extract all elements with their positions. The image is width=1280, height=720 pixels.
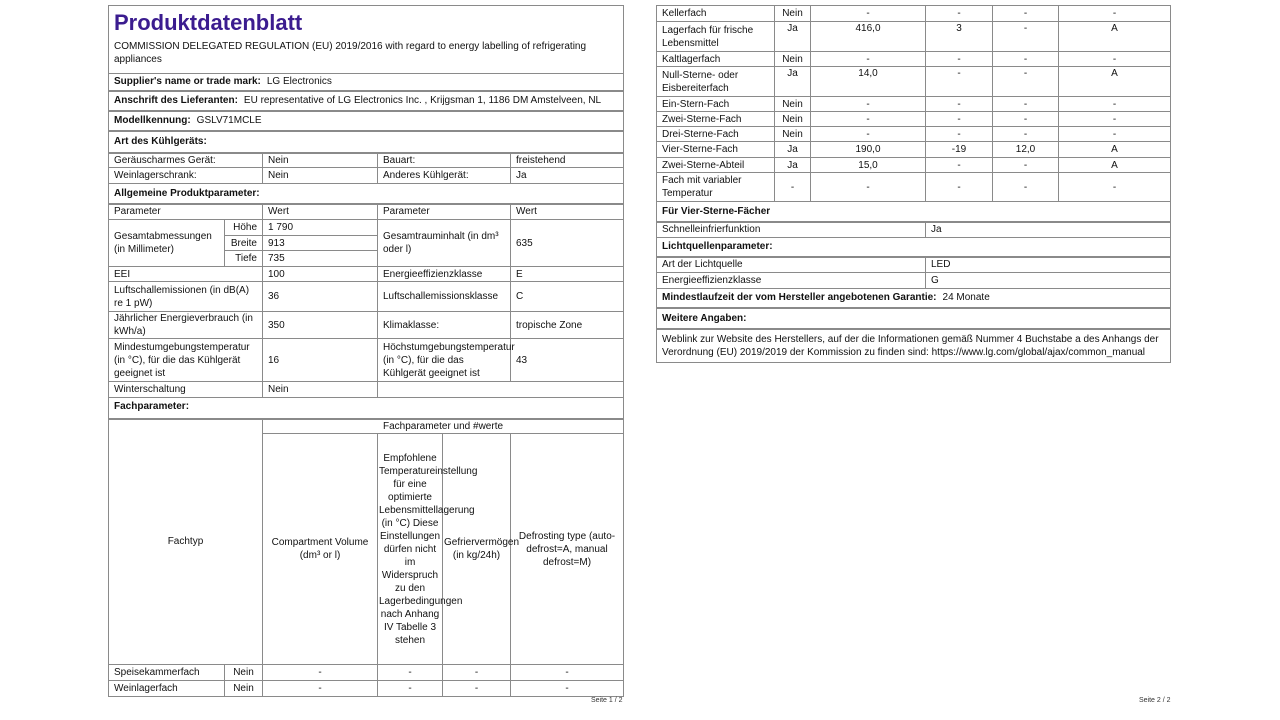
product-data-sheet-page-1 — [108, 5, 624, 697]
cell: - — [511, 681, 624, 697]
table-row — [109, 665, 624, 681]
compartment-name: Lagerfach für frische Lebensmittel — [657, 22, 775, 52]
volume-label: Gesamtrauminhalt (in dm³ oder l) — [378, 220, 511, 267]
compartment-name: Vier-Sterne-Fach — [657, 142, 775, 158]
param-label: Geräuscharmes Gerät: — [109, 153, 263, 168]
compartment-name: Kaltlagerfach — [657, 52, 775, 67]
table-row — [657, 158, 1171, 173]
cell: 190,0 — [811, 142, 926, 158]
compartment-present: Nein — [775, 52, 811, 67]
compartment-name: Null-Sterne- oder Eisbereiterfach — [657, 67, 775, 97]
height-label: Höhe — [225, 220, 263, 236]
param-label: Luftschallemissionen (in dB(A) re 1 pW) — [109, 282, 263, 312]
cell: 12,0 — [993, 142, 1059, 158]
width-value: 913 — [263, 236, 378, 251]
warranty-value: 24 Monate — [942, 292, 990, 304]
supplier-label: Supplier's name or trade mark: — [114, 76, 261, 88]
table-row — [109, 153, 624, 168]
cell: - — [1059, 112, 1171, 127]
cell: - — [811, 173, 926, 202]
table-row — [657, 67, 1171, 97]
compartment-present: Ja — [775, 67, 811, 97]
model-value: GSLV71MCLE — [196, 115, 262, 126]
model-label: Modellkennung: — [114, 115, 191, 126]
table-row — [109, 339, 624, 382]
cell: - — [926, 173, 993, 202]
cell: - — [1059, 127, 1171, 142]
table-row — [657, 97, 1171, 112]
param-value: C — [511, 282, 624, 312]
cell: 15,0 — [811, 158, 926, 173]
cell: - — [378, 665, 443, 681]
cell: - — [811, 127, 926, 142]
cell: -19 — [926, 142, 993, 158]
address-label: Anschrift des Lieferanten: — [114, 95, 238, 106]
four-star-heading: Für Vier-Sterne-Fächer — [657, 202, 1171, 222]
cell: - — [993, 158, 1059, 173]
table-row — [657, 22, 1171, 52]
general-params-heading: Allgemeine Produktparameter: — [109, 184, 624, 204]
compartment-name: Zwei-Sterne-Abteil — [657, 158, 775, 173]
param-label: Jährlicher Energieverbrauch (in kWh/a) — [109, 312, 263, 339]
cell: - — [926, 67, 993, 97]
compartment-type-header: Fachtyp — [109, 419, 263, 665]
column-header: Gefriervermögen (in kg/24h) — [443, 434, 511, 665]
cell: - — [811, 52, 926, 67]
cell: - — [811, 112, 926, 127]
cell: 416,0 — [811, 22, 926, 52]
param-value: freistehend — [511, 153, 624, 168]
cell: - — [443, 681, 511, 697]
compartment-present: Nein — [225, 665, 263, 681]
compartment-present: Nein — [775, 112, 811, 127]
column-header: Empfohlene Temperatureinstellung für eine optimierte Lebensmittellagerung (in °C) Diese Einstellungen dürfen nicht im Widerspruch zu den Lagerbedingungen nach Anhang IV Tabelle 3 stehen — [378, 434, 443, 665]
cell: - — [993, 6, 1059, 22]
table-row — [109, 168, 624, 184]
quick-freeze-label: Schnelleinfrierfunktion — [657, 222, 926, 238]
param-value: 100 — [263, 267, 378, 282]
compartment-present: - — [775, 173, 811, 202]
cell: - — [993, 112, 1059, 127]
cell: - — [263, 681, 378, 697]
winter-value: Nein — [263, 382, 378, 398]
table-row — [109, 681, 624, 697]
param-value: Ja — [511, 168, 624, 184]
cell: - — [1059, 97, 1171, 112]
param-label: Höchstumgebungstemperatur (in °C), für die das Kühlgerät geeignet ist — [378, 339, 511, 382]
cell: A — [1059, 142, 1171, 158]
cell: - — [811, 97, 926, 112]
param-label: Bauart: — [378, 153, 511, 168]
cell: 14,0 — [811, 67, 926, 97]
supplier-row — [109, 74, 624, 91]
param-label: Mindestumgebungstemperatur (in °C), für die das Kühlgerät geeignet ist — [109, 339, 263, 382]
appliance-type-heading: Art des Kühlgeräts: — [109, 131, 624, 153]
param-value: 16 — [263, 339, 378, 382]
values-heading: Fachparameter und #werte — [263, 419, 624, 434]
winter-label: Winterschaltung — [109, 382, 263, 398]
param-label: Anderes Kühlgerät: — [378, 168, 511, 184]
quick-freeze-value: Ja — [926, 222, 1171, 238]
width-label: Breite — [225, 236, 263, 251]
light-type-value: LED — [926, 257, 1171, 273]
warranty-label: Mindestlaufzeit der vom Hersteller angebotenen Garantie: — [662, 292, 937, 304]
table-row — [109, 312, 624, 339]
depth-label: Tiefe — [225, 251, 263, 267]
param-label: Klimaklasse: — [378, 312, 511, 339]
compartment-present: Nein — [775, 6, 811, 22]
compartment-name: Ein-Stern-Fach — [657, 97, 775, 112]
param-value: 350 — [263, 312, 378, 339]
cell: 3 — [926, 22, 993, 52]
cell: - — [1059, 173, 1171, 202]
cell: A — [1059, 67, 1171, 97]
page-number: Seite 1 / 2 — [591, 697, 623, 704]
table-row — [109, 267, 624, 282]
cell: - — [1059, 6, 1171, 22]
cell: - — [993, 67, 1059, 97]
param-header-row — [109, 204, 624, 220]
cell: - — [443, 665, 511, 681]
cell: A — [1059, 158, 1171, 173]
table-row — [109, 282, 624, 312]
compartment-present: Nein — [775, 97, 811, 112]
param-value: tropische Zone — [511, 312, 624, 339]
product-data-sheet-page-2 — [656, 5, 1171, 363]
column-header: Parameter — [109, 204, 263, 220]
cell: - — [926, 97, 993, 112]
table-row — [657, 127, 1171, 142]
dimensions-label: Gesamtabmessungen (in Millimeter) — [109, 220, 225, 267]
compartment-present: Nein — [225, 681, 263, 697]
param-label: Weinlagerschrank: — [109, 168, 263, 184]
compartment-name: Weinlagerfach — [109, 681, 225, 697]
cell: - — [926, 158, 993, 173]
compartment-name: Fach mit variabler Temperatur — [657, 173, 775, 202]
address-row — [109, 91, 624, 111]
light-heading: Lichtquellenparameter: — [657, 238, 1171, 257]
cell: - — [926, 52, 993, 67]
depth-value: 735 — [263, 251, 378, 267]
param-label: Luftschallemissionsklasse — [378, 282, 511, 312]
cell: - — [993, 22, 1059, 52]
compartment-present: Ja — [775, 142, 811, 158]
compartment-name: Zwei-Sterne-Fach — [657, 112, 775, 127]
cell: - — [511, 665, 624, 681]
table-row — [657, 173, 1171, 202]
model-row — [109, 111, 624, 131]
supplier-value: LG Electronics — [266, 76, 332, 88]
column-header: Wert — [511, 204, 624, 220]
param-label: EEI — [109, 267, 263, 282]
param-value: Nein — [263, 153, 378, 168]
light-type-label: Art der Lichtquelle — [657, 257, 926, 273]
cell: - — [993, 127, 1059, 142]
light-class-label: Energieeffizienzklasse — [657, 273, 926, 289]
column-header: Compartment Volume (dm³ or l) — [263, 434, 378, 665]
compartment-name: Drei-Sterne-Fach — [657, 127, 775, 142]
light-class-value: G — [926, 273, 1171, 289]
cell: - — [263, 665, 378, 681]
compartment-present: Ja — [775, 22, 811, 52]
regulation-text: COMMISSION DELEGATED REGULATION (EU) 2019/2016 with regard to energy labelling of refrigerating appliances — [109, 38, 624, 74]
column-header: Parameter — [378, 204, 511, 220]
warranty-row — [657, 289, 1171, 308]
column-header: Defrosting type (auto-defrost=A, manual defrost=M) — [511, 434, 624, 665]
more-info-heading: Weitere Angaben: — [657, 308, 1171, 329]
cell: - — [926, 127, 993, 142]
cell: - — [378, 681, 443, 697]
cell: - — [993, 97, 1059, 112]
column-header: Wert — [263, 204, 378, 220]
page-title: Produktdatenblatt — [109, 6, 624, 38]
compartment-name: Speisekammerfach — [109, 665, 225, 681]
cell: - — [926, 112, 993, 127]
volume-value: 635 — [511, 220, 624, 267]
cell: - — [1059, 52, 1171, 67]
table-row — [657, 112, 1171, 127]
page-number: Seite 2 / 2 — [1139, 697, 1171, 704]
param-value: Nein — [263, 168, 378, 184]
param-value: 36 — [263, 282, 378, 312]
param-value: E — [511, 267, 624, 282]
table-row — [657, 142, 1171, 158]
height-value: 1 790 — [263, 220, 378, 236]
empty-cell — [378, 382, 624, 398]
manufacturer-weblink[interactable]: Weblink zur Website des Herstellers, auf der die Informationen gemäß Nummer 4 Buchstabe a des Anhangs der Verordnung (EU) 2019/2019 der Kommission zu finden sind: https://www.lg.com/global/ajax/common_manual — [657, 329, 1171, 363]
compartment-present: Nein — [775, 127, 811, 142]
compartment-name: Kellerfach — [657, 6, 775, 22]
compartment-params-heading: Fachparameter: — [109, 398, 624, 419]
cell: - — [811, 6, 926, 22]
cell: - — [926, 6, 993, 22]
table-row — [657, 52, 1171, 67]
cell: - — [993, 52, 1059, 67]
address-value: EU representative of LG Electronics Inc. , Krijgsman 1, 1186 DM Amstelveen, NL — [243, 95, 602, 106]
cell: - — [993, 173, 1059, 202]
cell: A — [1059, 22, 1171, 52]
compartment-present: Ja — [775, 158, 811, 173]
table-row — [657, 6, 1171, 22]
param-value: 43 — [511, 339, 624, 382]
param-label: Energieeffizienzklasse — [378, 267, 511, 282]
